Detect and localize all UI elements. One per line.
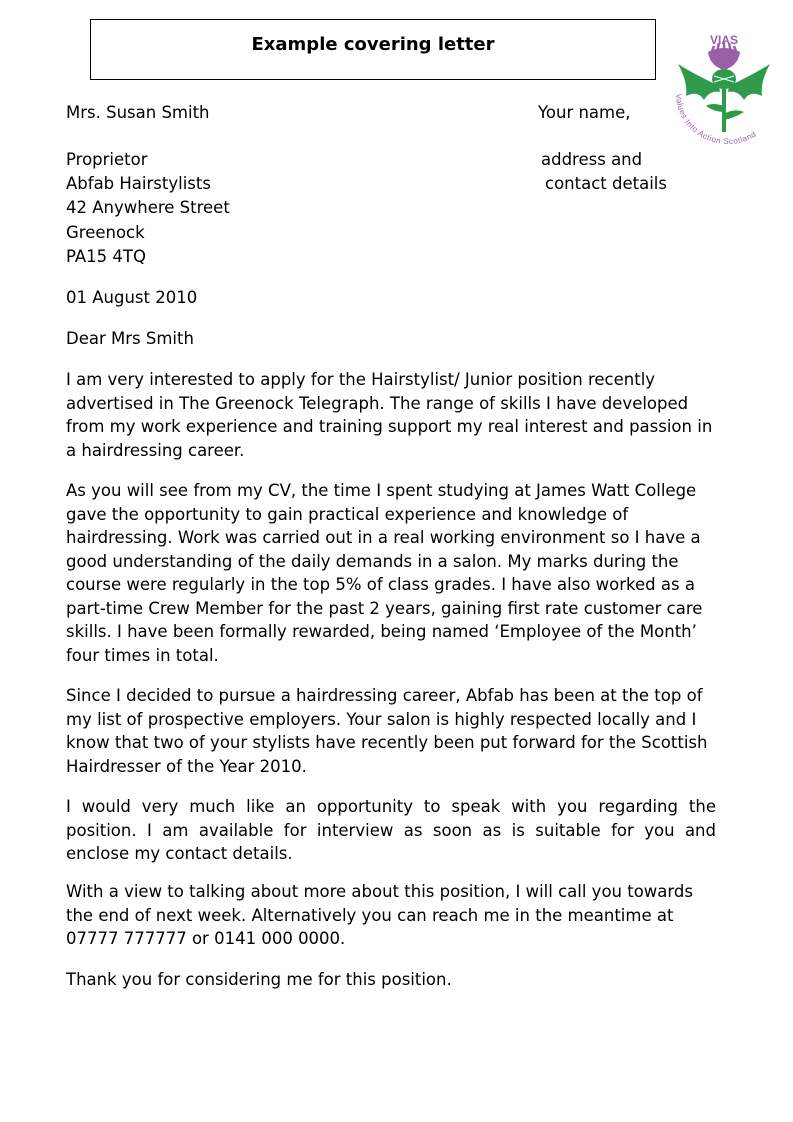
- sender-line: address and: [541, 150, 643, 169]
- paragraph-line: gave the opportunity to gain practical experience and knowledge of: [66, 504, 629, 524]
- body-paragraph: [66, 368, 716, 462]
- logo-tagline: Values Into Action Scotland: [673, 93, 758, 147]
- recipient-name: Mrs. Susan Smith: [66, 103, 210, 122]
- salutation: Dear Mrs Smith: [66, 329, 194, 348]
- paragraph-line: I would very much like an opportunity to speak with you regarding the: [66, 797, 716, 816]
- recipient-line: Abfab Hairstylists: [66, 174, 211, 193]
- sender-line: contact details: [545, 174, 667, 193]
- paragraph-line: I am very interested to apply for the Hairstylist/ Junior position recently: [66, 370, 656, 389]
- recipient-line: 42 Anywhere Street: [66, 198, 230, 217]
- paragraph-line: Hairdresser of the Year 2010.: [66, 756, 307, 776]
- vias-thistle-logo: [664, 24, 786, 154]
- letter-date: 01 August 2010: [66, 288, 198, 307]
- paragraph-line: With a view to talking about more about this position, I will call you towards: [66, 882, 693, 901]
- body-paragraph: [66, 684, 716, 778]
- title-box: [90, 19, 656, 80]
- closing-line: Thank you for considering me for this position.: [66, 970, 452, 989]
- paragraph-line: four times in total.: [66, 645, 219, 665]
- paragraph-line: know that two of your stylists have recently been put forward for the Scottish: [66, 733, 708, 752]
- recipient-line: Greenock: [66, 223, 145, 242]
- paragraph-line: 07777 777777 or 0141 000 0000.: [66, 929, 346, 948]
- logo-wordmark: VIAS: [709, 33, 739, 47]
- body-paragraph: [66, 479, 716, 667]
- body-paragraph: [66, 880, 716, 951]
- body-paragraph: [66, 795, 716, 866]
- paragraph-line: enclose my contact details.: [66, 844, 293, 863]
- document-title: Example covering letter: [251, 34, 495, 55]
- paragraph-line: position. I am available for interview as soon as is suitable for you and: [66, 820, 716, 840]
- paragraph-line: part-time Crew Member for the past 2 years, gaining first rate customer care: [66, 598, 703, 618]
- paragraph-line: hairdressing. Work was carried out in a real working environment so I have a: [66, 528, 701, 547]
- paragraph-line: good understanding of the daily demands in a salon. My marks during the: [66, 551, 679, 571]
- paragraph-line: Since I decided to pursue a hairdressing career, Abfab has been at the top of: [66, 686, 703, 705]
- paragraph-line: advertised in The Greenock Telegraph. The range of skills I have developed: [66, 393, 689, 413]
- paragraph-line: As you will see from my CV, the time I spent studying at James Watt College: [66, 481, 697, 500]
- paragraph-line: course were regularly in the top 5% of class grades. I have also worked as a: [66, 575, 695, 594]
- recipient-line: Proprietor: [66, 150, 148, 169]
- recipient-line: PA15 4TQ: [66, 247, 146, 266]
- paragraph-line: skills. I have been formally rewarded, being named ‘Employee of the Month’: [66, 622, 697, 641]
- paragraph-line: the end of next week. Alternatively you can reach me in the meantime at: [66, 905, 674, 925]
- sender-line: Your name,: [538, 103, 631, 122]
- paragraph-line: my list of prospective employers. Your salon is highly respected locally and I: [66, 709, 697, 729]
- paragraph-line: a hairdressing career.: [66, 440, 245, 460]
- paragraph-line: from my work experience and training support my real interest and passion in: [66, 417, 713, 436]
